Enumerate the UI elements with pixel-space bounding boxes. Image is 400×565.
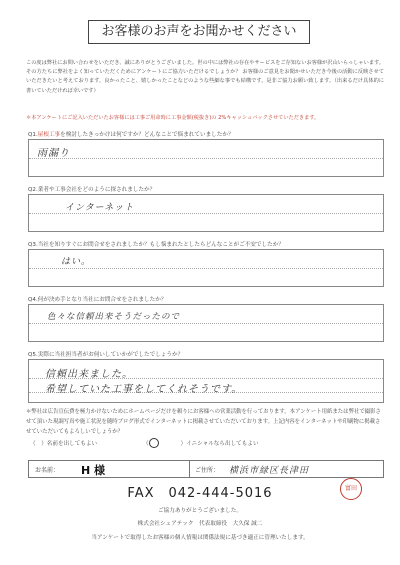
question-1: Q1.屋根工事を検討したきっかけは何ですか？どんなことで悩まれていましたか？ [28,132,234,138]
page-title: お客様のお声をお聞かせください [88,20,310,44]
answer-4: 色々な信頼出来そうだったので [47,312,181,322]
company-signature: 株式会社シェアテック 代表取締役 大久保 誠二 [137,521,263,527]
answer-2: インターネット [65,203,135,213]
answer-1: 雨漏り [37,148,70,159]
answer-box-3[interactable] [28,249,384,287]
option-name[interactable]: （ ）名前を出してもよい [30,440,98,447]
fax-number: FAX 042-444-5016 [127,486,273,501]
privacy-note: 当アンケートで取得したお客様の個人情報は関係法規に基づき適正に管理いたします。 [91,535,309,541]
question-4: Q4.何が決め手となり当社にお問合せをされましたか？ [28,297,167,303]
publication-options [30,438,303,448]
answer-box-1[interactable] [28,139,384,177]
intro-text: この度は弊社にお問い合わせをいただき、誠にありがとうございました。世の中には弊社の存在やサービスをご存知ないお客様が沢山いらっしゃいます。その方たちに弊社をよく知っていただくためにアンケートにご協力いただけるでしょうか？ お客様のご意見をお聞かせいただき今後の活動に反映させていただきたいと考えております。良かったこと、嬉しかったことなどのような些細な事でも結構です。是非ご協力お願い致します。（出来るだけ具体的に書いていただければ幸いです） [26,60,384,94]
answer-5-line-1: 信頼出来ました。 [45,369,133,380]
answer-3: はい。 [61,257,92,267]
address-value: 横浜市緑区長津田 [229,466,310,476]
company-seal: 富田 [340,478,362,500]
question-3: Q3.当社を知りすぐにお問合せをされましたか？もし悩まれたとしたらどんなことがご不安でしたか？ [28,242,284,248]
option-initial[interactable]: （ ）イニシャルなら出してもよい [143,441,281,447]
question-2: Q2.業者や工事会社をどのように探されましたか？ [28,187,156,193]
cashback-note: ＊本アンケートにご記入いただいたお客様には工事ご用命時に工事金額(税抜き)の 2%キャッシュバックさせていただきます。 [26,115,320,121]
thanks-text: ご協力ありがとうございました。 [158,508,242,514]
publication-note: ＊弊社は広告宣伝費を極力かけないためにホームページだけを頼りにお客様への営業活動を行っております。本アンケート用紙または弊社で撮影させて頂いた現調写真や施工状況を随時ブログ形式でインターネットに掲載させていただいております。上記内容をインターネットや印刷物に掲載させていただいてもよろしいでしょうか？ [26,409,381,435]
name-address-row [28,460,384,478]
selected-circle-icon [149,438,159,448]
address-label: ご住所： [195,467,220,474]
answer-5-line-2: 希望していた工事をしてくれそうです。 [45,384,243,395]
name-value: H 様 [81,464,106,477]
answer-box-2[interactable] [28,194,384,232]
answer-box-4[interactable] [28,304,384,342]
answer-box-5[interactable] [28,359,384,403]
question-5: Q5.実際に当社担当者がお伺いしていかがでしたでしょうか？ [28,352,184,358]
name-label: お名前： [35,467,60,474]
